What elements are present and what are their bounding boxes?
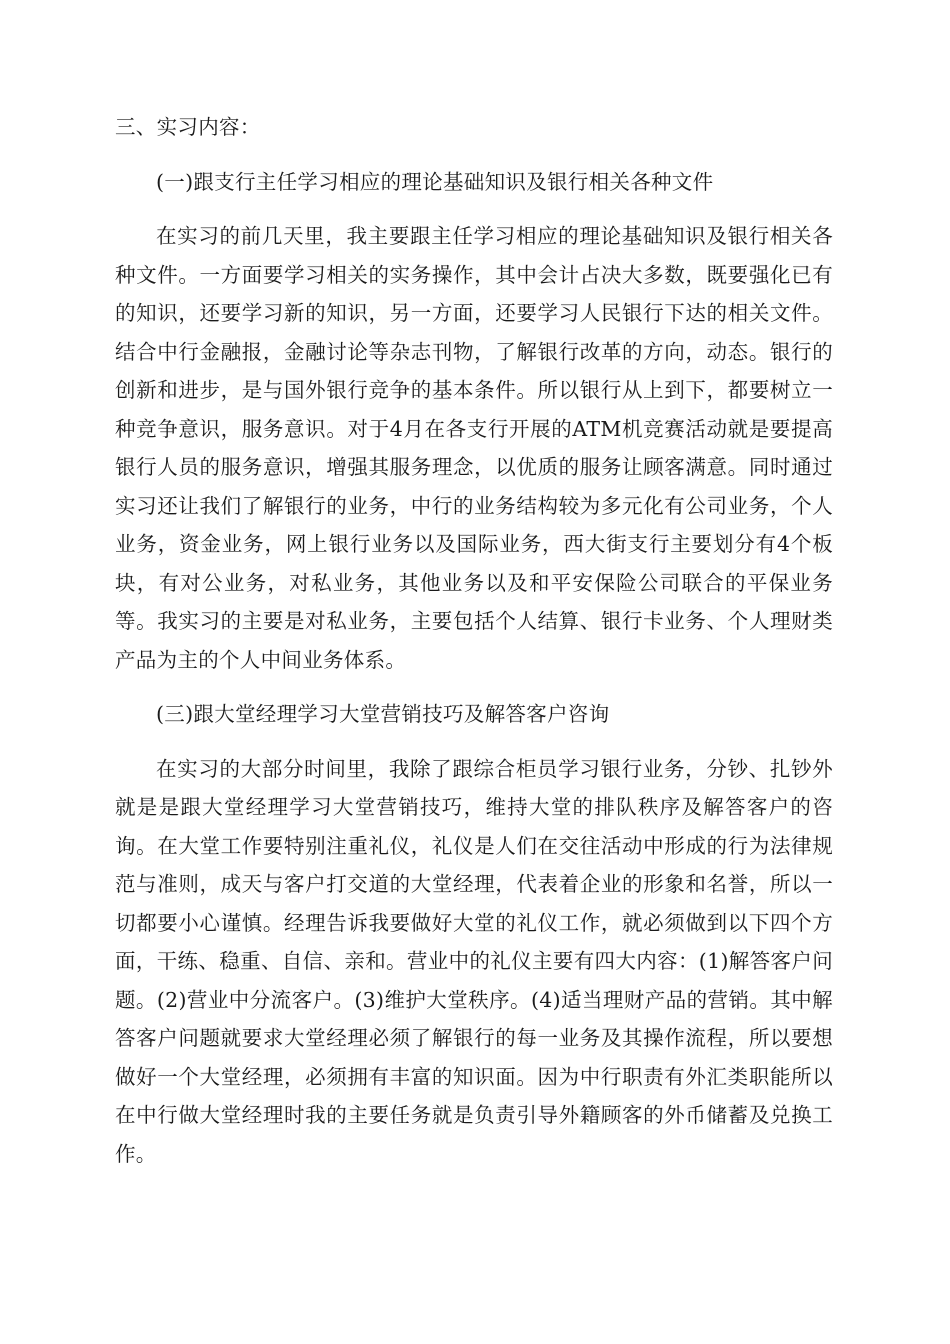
section-title: 三、实习内容： (115, 115, 261, 139)
subsection-heading-1: (一)跟支行主任学习相应的理论基础知识及银行相关各种文件 (156, 169, 714, 194)
paragraph-2: 在实习的大部分时间里，我除了跟综合柜员学习银行业务，分钞、扎钞外就是是跟大堂经理学习大堂营销技巧，维持大堂的排队秩序及解答客户的咨询。在大堂工作要特别注重礼仪，礼仪是人们在交往活动中形成的行为法律规范与准则，成天与客户打交道的大堂经理，代表着企业的形象和名誉，所以一切都要小心谨慎。经理告诉我要做好大堂的礼仪工作，就必须做到以下四个方面，干练、稳重、自信、亲和。营业中的礼仪主要有四大内容：(1)解答客户问题。(2)营业中分流客户。(3)维护大堂秩序。(4)适当理财产品的营销。其中解答客户问题就要求大堂经理必须了解银行的每一业务及其操作流程，所以要想做好一个大堂经理，必须拥有丰富的知识面。因为中行职责有外汇类职能所以在中行做大堂经理时我的主要任务就是负责引导外籍顾客的外币储蓄及兑换工作。 (115, 756, 833, 1166)
subsection-heading-3: (三)跟大堂经理学习大堂营销技巧及解答客户咨询 (156, 702, 610, 726)
paragraph-1: 在实习的前几天里，我主要跟主任学习相应的理论基础知识及银行相关各种文件。一方面要学习相关的实务操作，其中会计占决大多数，既要强化已有的知识，还要学习新的知识，另一方面，还要学习人民银行下达的相关文件。结合中行金融报，金融讨论等杂志刊物，了解银行改革的方向，动态。银行的创新和进步，是与国外银行竞争的基本条件。所以银行从上到下，都要树立一种竞争意识，服务意识。对于4月在各支行开展的ATM机竞赛活动就是要提高银行人员的服务意识，增强其服务理念，以优质的服务让顾客满意。同时通过实习还让我们了解银行的业务，中行的业务结构较为多元化有公司业务，个人业务，资金业务，网上银行业务以及国际业务，西大街支行主要划分有4个板块，有对公业务，对私业务，其他业务以及和平安保险公司联合的平保业务等。我实习的主要是对私业务，主要包括个人结算、银行卡业务、个人理财类产品为主的个人中间业务体系。 (115, 224, 833, 672)
document-body (115, 108, 833, 1189)
